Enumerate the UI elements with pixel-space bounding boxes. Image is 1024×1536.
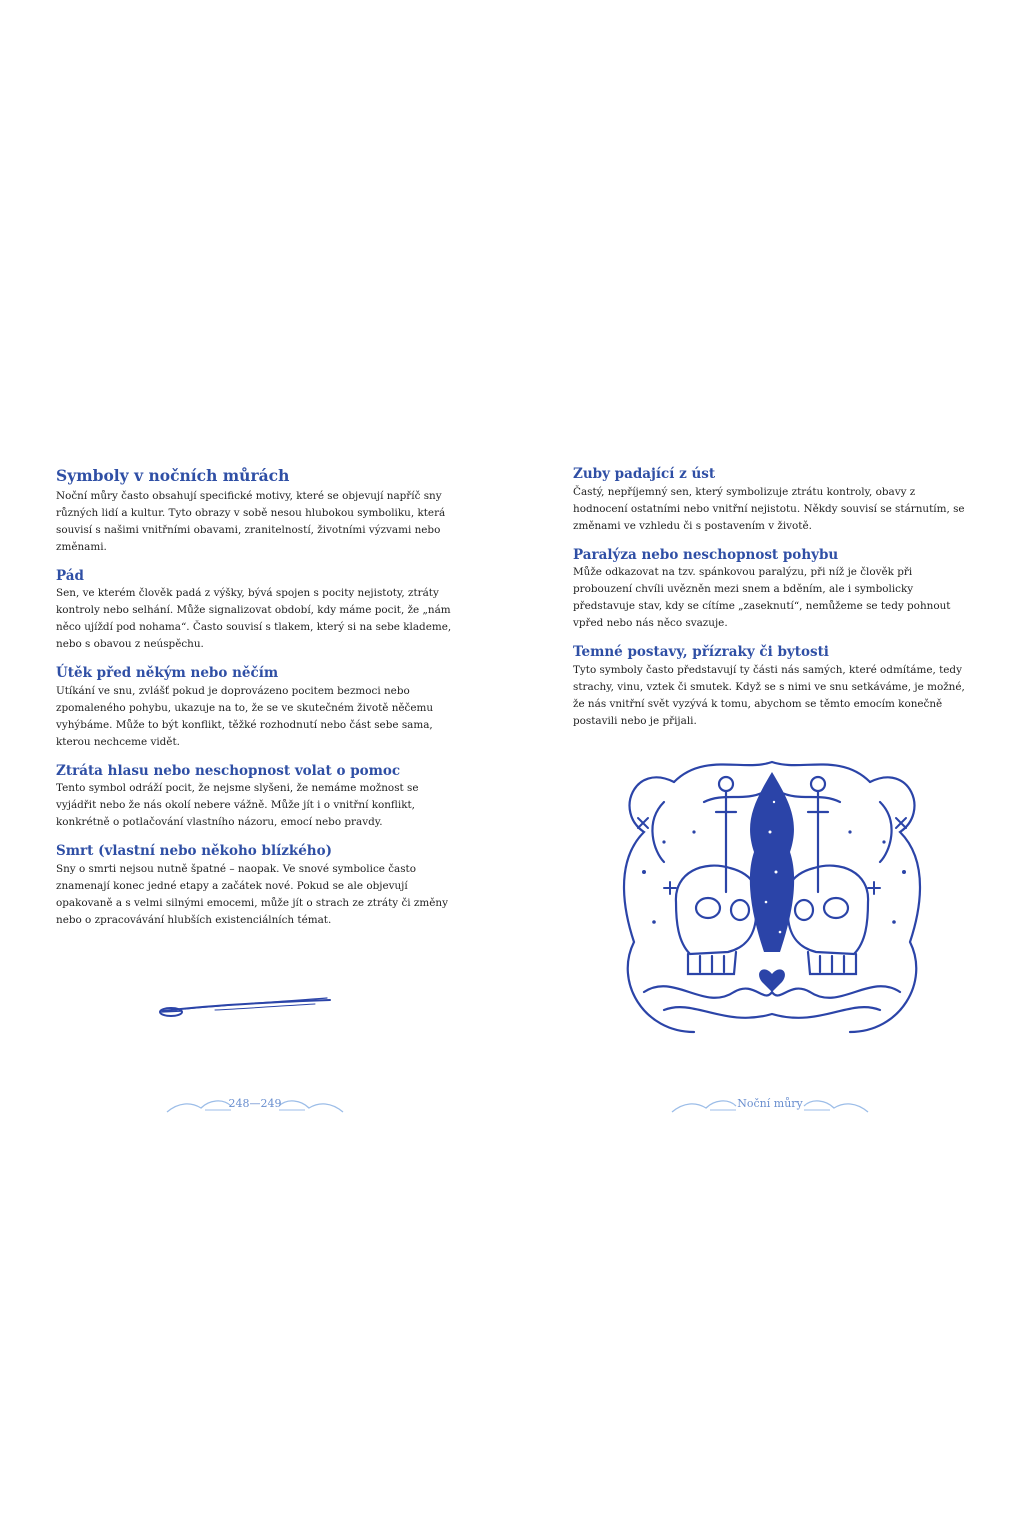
page-number: 248—249 bbox=[228, 1097, 282, 1110]
section-heading: Pád bbox=[56, 567, 84, 584]
section-smrt bbox=[56, 844, 456, 929]
section-pad bbox=[56, 569, 456, 654]
section-text: Tento symbol odráží pocit, že nejsme slyšeni, že nemáme možnost se vyjádřit nebo že nás okolí nebere vážně. Může jít i o vnitřní konflikt, konkrétně o potlačování vlastního názoru, emocí nebo pravdy. bbox=[56, 782, 419, 829]
section-text: Tyto symboly často představují ty části nás samých, které odmítáme, tedy strachy, vinu, vztek či smutek. Když se s nimi ve snu setkáváme, je možné, že nás vnitřní svět vyzývá k tomu, abychom se těmto emocím konečně postavili nebo je přijali. bbox=[573, 663, 965, 727]
section-text: Sny o smrti nejsou nutně špatné – naopak. Ve snové symbolice často znamenají konec jedné etapy a začátek nové. Pokud se ale objevují opakovaně a s velmi silnými emocemi, může jít o strach ze ztráty či změny nebo o zpracovávání hlubších existenciálních témat. bbox=[56, 862, 448, 926]
section-temne-postavy bbox=[573, 645, 968, 730]
section-zuby bbox=[573, 467, 968, 535]
section-text: Utíkání ve snu, zvlášť pokud je doprovázeno pocitem bezmoci nebo zpomaleného pohybu, ukazuje na to, že se ve skutečném životě něčemu vyhýbáme. Může to být konflikt, těžké rozhodnutí nebo část sebe sama, kterou nechceme vidět. bbox=[56, 684, 434, 748]
right-page bbox=[512, 0, 1024, 1536]
section-text: Může odkazovat na tzv. spánkovou paralýzu, při níž je člověk při probouzení chvíli uvězněn mezi snem a bděním, ale i symbolicky představuje stav, kdy se cítíme „zaseknutí“, nemůžeme se tedy pohnout vpřed nebo nás něco svazuje. bbox=[573, 566, 951, 630]
section-heading: Ztráta hlasu nebo neschopnost volat o pomoc bbox=[56, 762, 401, 779]
left-footer bbox=[165, 1094, 345, 1128]
section-heading: Paralýza nebo neschopnost pohybu bbox=[573, 546, 839, 563]
section-utek bbox=[56, 666, 456, 751]
left-column bbox=[56, 467, 456, 942]
right-column bbox=[573, 467, 968, 743]
section-text: Sen, ve kterém člověk padá z výšky, bývá spojen s pocity nejistoty, ztráty kontroly nebo selhání. Může signalizovat období, kdy máme pocit, že „nám něco ujíždí pod nohama“. Často souvisí s tlakem, který si na sebe klademe, nebo s obavou z neúspěchu. bbox=[56, 587, 452, 651]
page-title: Symboly v nočních můrách bbox=[56, 466, 290, 485]
section-paralyza bbox=[573, 548, 968, 633]
intro-section bbox=[56, 467, 456, 556]
intro-paragraph: Noční můry často obsahují specifické motivy, které se objevují napříč sny různých lidí a kultur. Tyto obrazy v sobě nesou hlubokou symboliku, která souvisí s našimi vnitřními obavami, zranitelností, životními výzvami nebo změnami. bbox=[56, 489, 446, 553]
section-ztrata-hlasu bbox=[56, 764, 456, 832]
right-footer bbox=[670, 1094, 870, 1128]
section-heading: Zuby padající z úst bbox=[573, 466, 716, 482]
section-heading: Smrt (vlastní nebo někoho blízkého) bbox=[56, 843, 333, 860]
section-text: Častý, nepříjemný sen, který symbolizuje ztrátu kontroly, obavy z hodnocení ostatními nebo vnitřní nejistotu. Někdy souvisí se stárnutím, se změnami ve vzhledu či s postavením v životě. bbox=[573, 485, 965, 532]
section-heading: Útěk před někým nebo něčím bbox=[56, 665, 279, 682]
section-heading: Temné postavy, přízraky či bytosti bbox=[573, 644, 829, 661]
brush-stroke-illustration bbox=[155, 994, 335, 1020]
skulls-illustration bbox=[604, 742, 940, 1058]
running-title: Noční můry bbox=[737, 1097, 803, 1110]
